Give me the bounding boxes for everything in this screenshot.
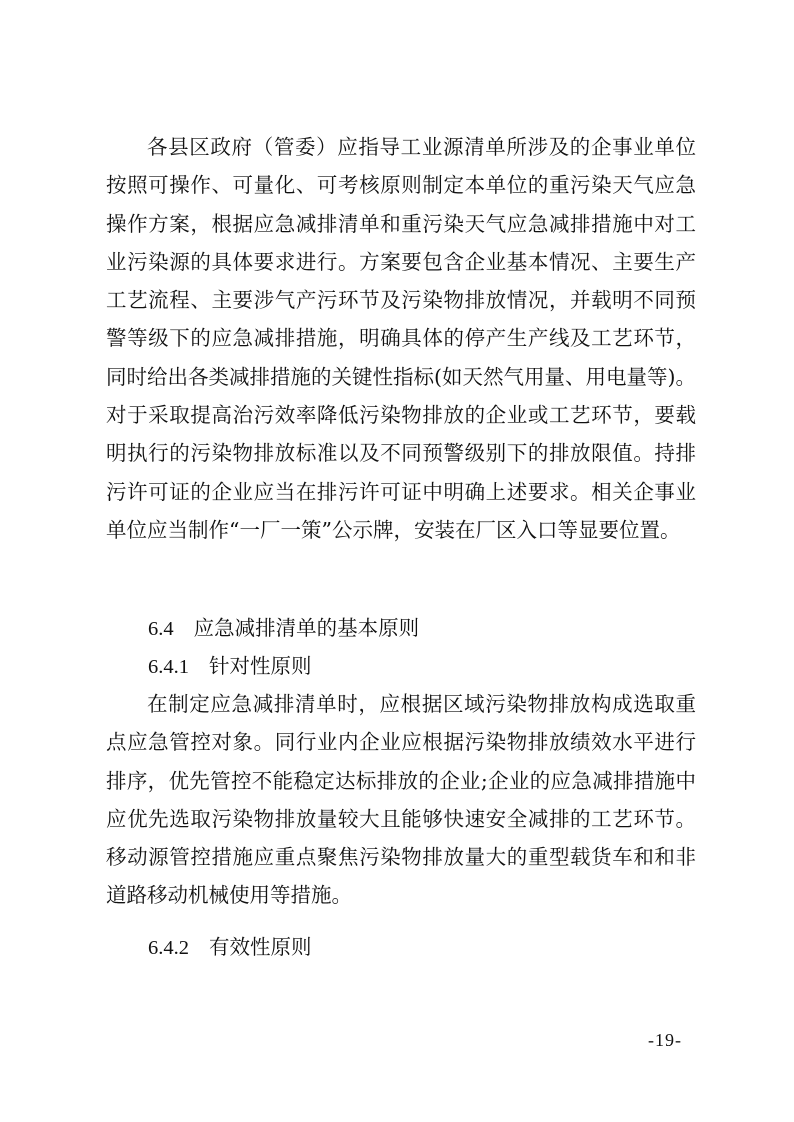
section-heading-6-4 [148, 609, 419, 648]
section-number: 6.4 [148, 618, 174, 640]
section-number: 6.4.2 [148, 937, 189, 959]
body-paragraph-targeting-principle: 在制定应急减排清单时，应根据区域污染物排放构成选取重点应急管控对象。同行业内企业应根据污染物排放绩效水平进行排序，优先管控不能稳定达标排放的企业;企业的应急减排措施中应优先选取污染物排放量较大且能够快速安全减排的工艺环节。移动源管控措施应重点聚焦污染物排放量大的重型载货车和和非道路移动机械使用等措施。 [106, 692, 696, 908]
section-title: 有效性原则 [209, 935, 312, 959]
section-title: 针对性原则 [209, 654, 312, 678]
body-paragraph-emergency-plan: 各县区政府（管委）应指导工业源清单所涉及的企事业单位按照可操作、可量化、可考核原则制定本单位的重污染天气应急操作方案，根据应急减排清单和重污染天气应急减排措施中对工业污染源的具体要求进行。方案要包含企业基本情况、主要生产工艺流程、主要涉气产污环节及污染物排放情况，并载明不同预警等级下的应急减排措施，明确具体的停产生产线及工艺环节，同时给出各类减排措施的关键性指标(如天然气用量、用电量等)。对于采取提高治污效率降低污染物排放的企业或工艺环节，要载明执行的污染物排放标准以及不同预警级别下的排放限值。持排污许可证的企业应当在排污许可证中明确上述要求。相关企事业单位应当制作“一厂一策”公示牌，安装在厂区入口等显要位置。 [106, 135, 696, 542]
section-title: 应急减排清单的基本原则 [193, 616, 420, 640]
section-heading-6-4-2 [148, 928, 312, 967]
page-number: -19- [648, 1030, 682, 1050]
section-heading-6-4-1 [148, 647, 312, 686]
section-number: 6.4.1 [148, 656, 189, 678]
